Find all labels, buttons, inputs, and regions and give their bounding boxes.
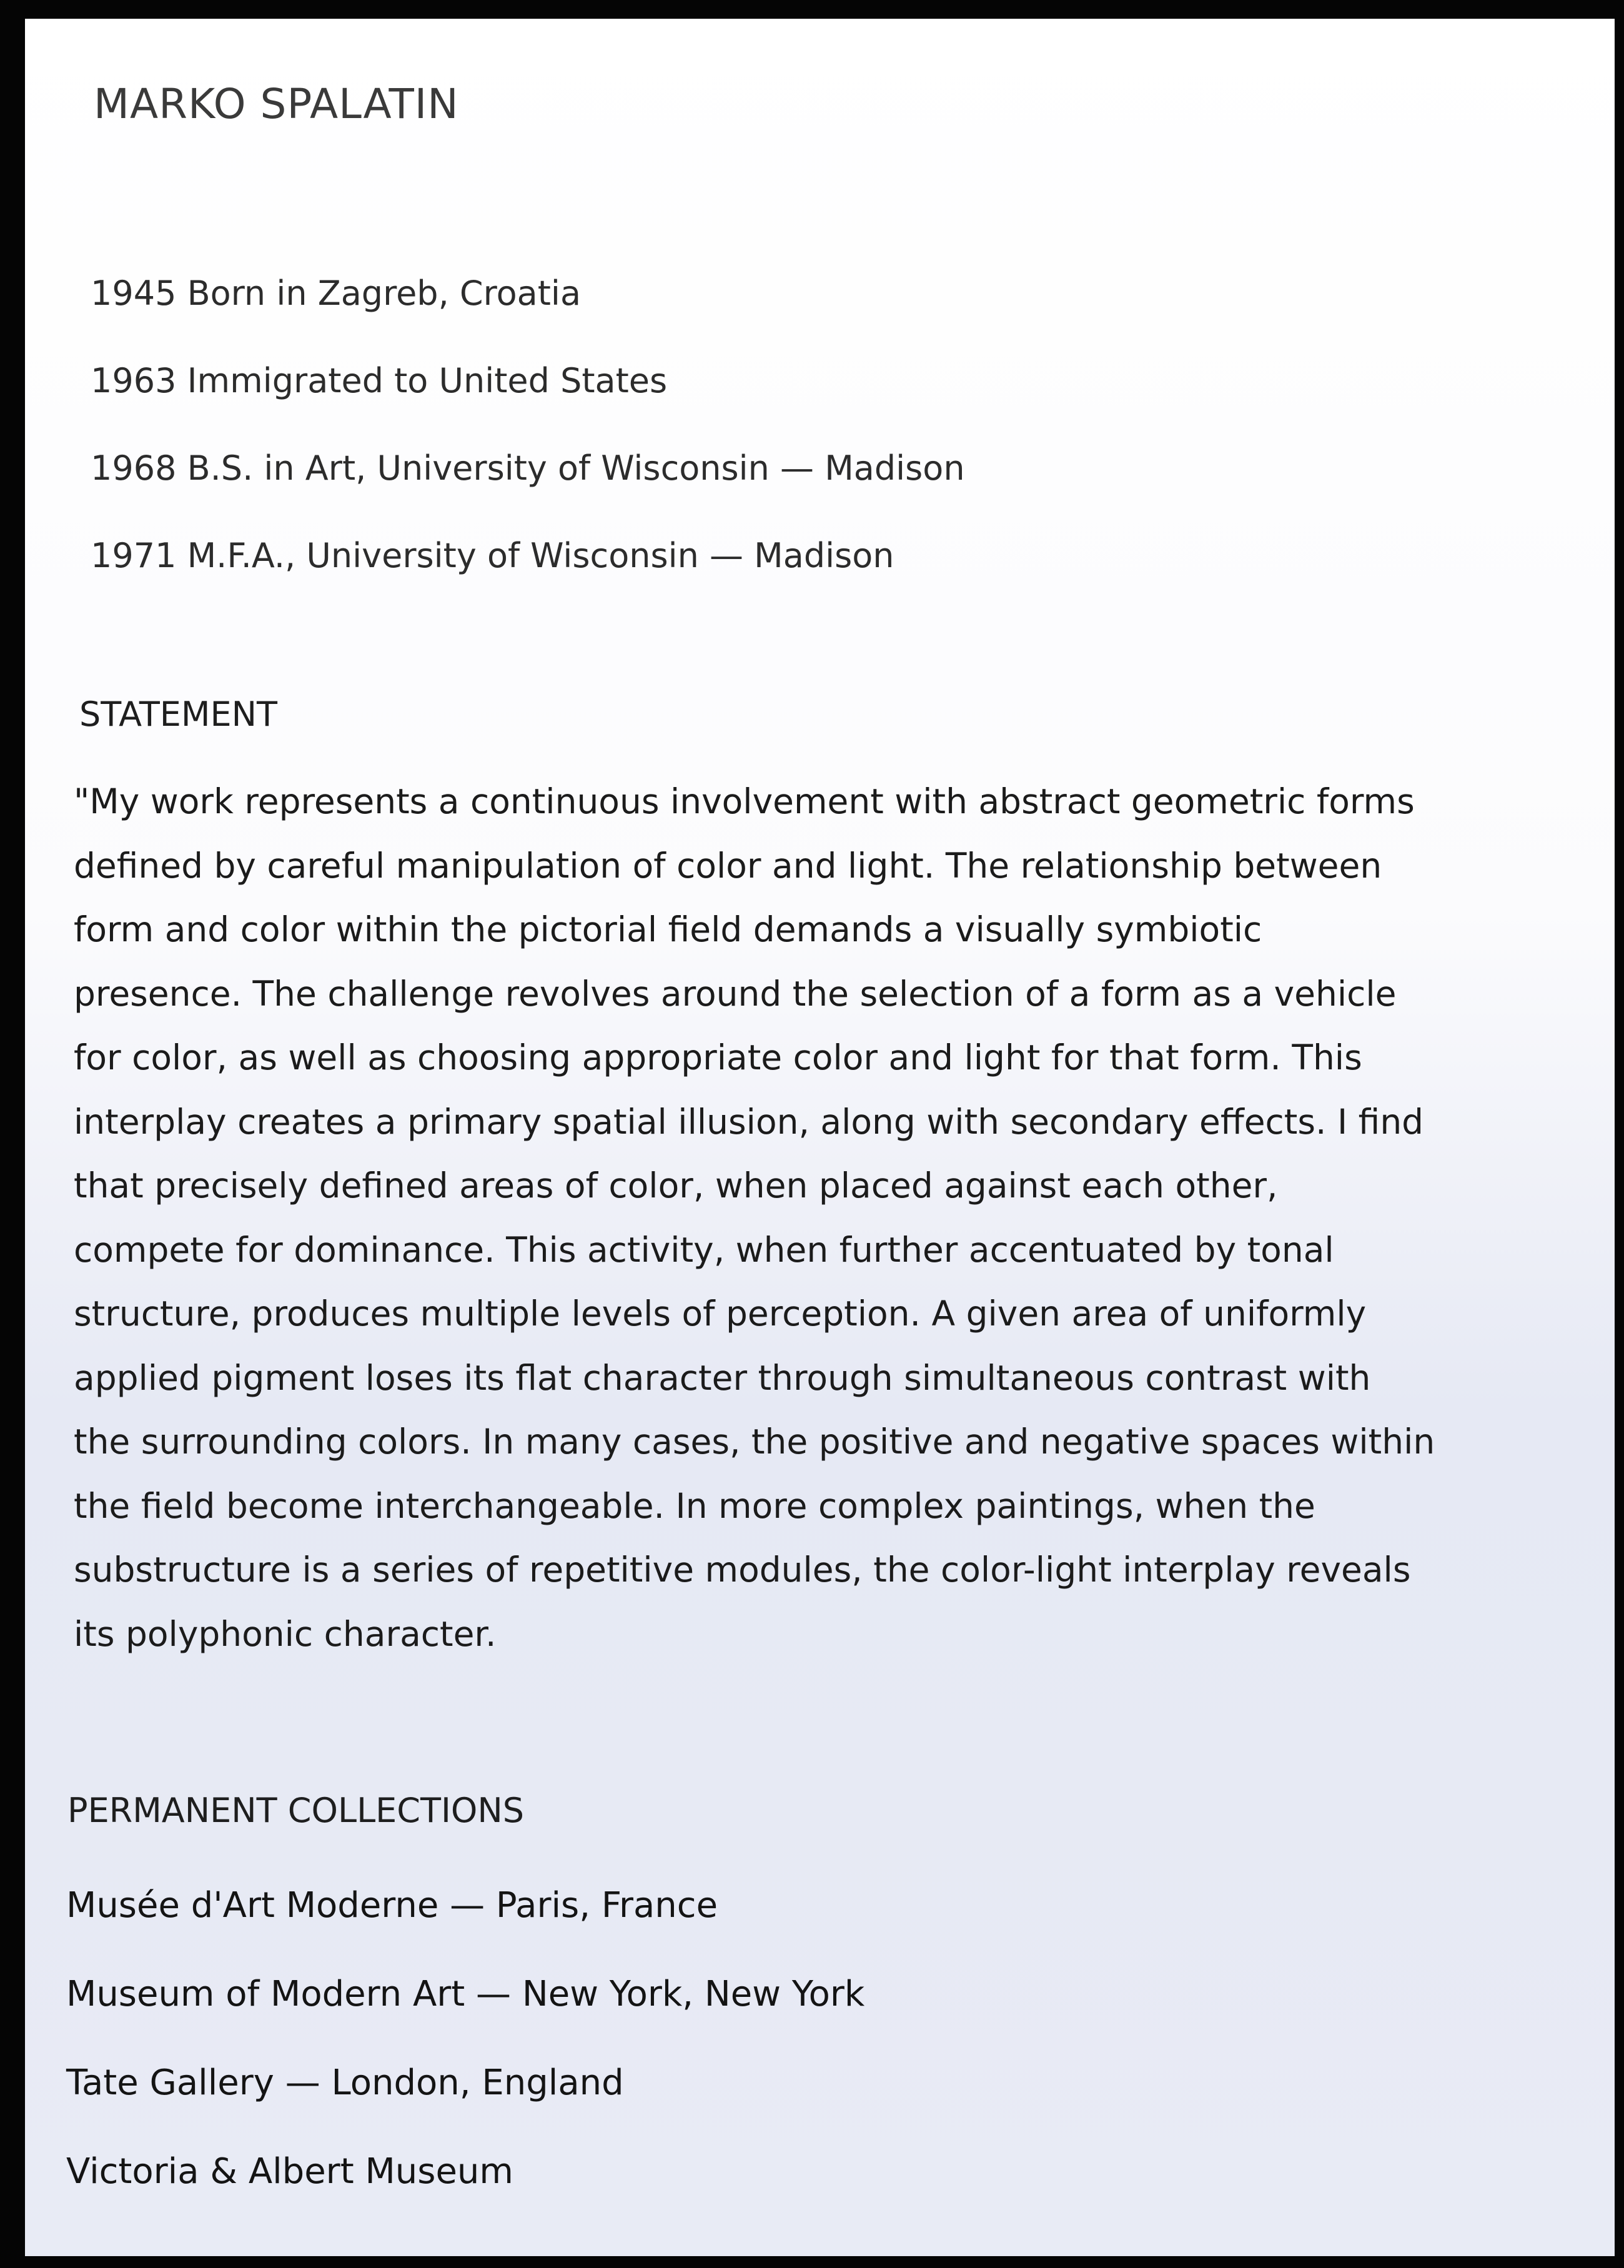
bio-entry: 1968 B.S. in Art, University of Wisconsin — Madison: [91, 448, 965, 488]
collection-item: Tate Gallery — London, England: [66, 2062, 624, 2103]
statement-line: the field become interchangeable. In more complex paintings, when the: [74, 1485, 1315, 1526]
statement-line: defined by careful manipulation of color and light. The relationship between: [74, 845, 1382, 886]
statement-line: applied pigment loses its flat character through simultaneous contrast with: [74, 1357, 1371, 1398]
document-page: [25, 19, 1615, 2256]
collection-item: Museum of Modern Art — New York, New York: [66, 1974, 865, 2014]
statement-line: its polyphonic character.: [74, 1613, 497, 1654]
statement-line: for color, as well as choosing appropriate color and light for that form. This: [74, 1037, 1362, 1077]
bio-entry: 1963 Immigrated to United States: [91, 361, 668, 400]
artist-name: MARKO SPALATIN: [94, 80, 459, 128]
statement-line: "My work represents a continuous involvement with abstract geometric forms: [74, 781, 1415, 821]
collection-item: Musée d'Art Moderne — Paris, France: [66, 1885, 718, 1926]
statement-line: structure, produces multiple levels of perception. A given area of uniformly: [74, 1294, 1367, 1334]
collections-heading: PERMANENT COLLECTIONS: [67, 1791, 525, 1830]
bio-timeline: [91, 250, 965, 600]
statement-heading: STATEMENT: [79, 695, 278, 734]
statement-line: substructure is a series of repetitive modules, the color-light interplay reveals: [74, 1550, 1411, 1590]
statement-line: presence. The challenge revolves around the selection of a form as a vehicle: [74, 973, 1397, 1014]
bio-entry: 1971 M.F.A., University of Wisconsin — Madison: [91, 536, 894, 575]
statement-line: compete for dominance. This activity, when further accentuated by tonal: [74, 1229, 1334, 1270]
statement-text: [74, 770, 1585, 1666]
statement-line: form and color within the pictorial field demands a visually symbiotic: [74, 909, 1262, 949]
bio-entry: 1945 Born in Zagreb, Croatia: [91, 274, 582, 313]
statement-line: that precisely defined areas of color, when placed against each other,: [74, 1166, 1278, 1206]
statement-line: the surrounding colors. In many cases, the positive and negative spaces within: [74, 1422, 1435, 1462]
collection-item: Victoria & Albert Museum: [66, 2151, 513, 2192]
statement-line: interplay creates a primary spatial illusion, along with secondary effects. I find: [74, 1101, 1424, 1142]
collections-list: [66, 1861, 864, 2216]
